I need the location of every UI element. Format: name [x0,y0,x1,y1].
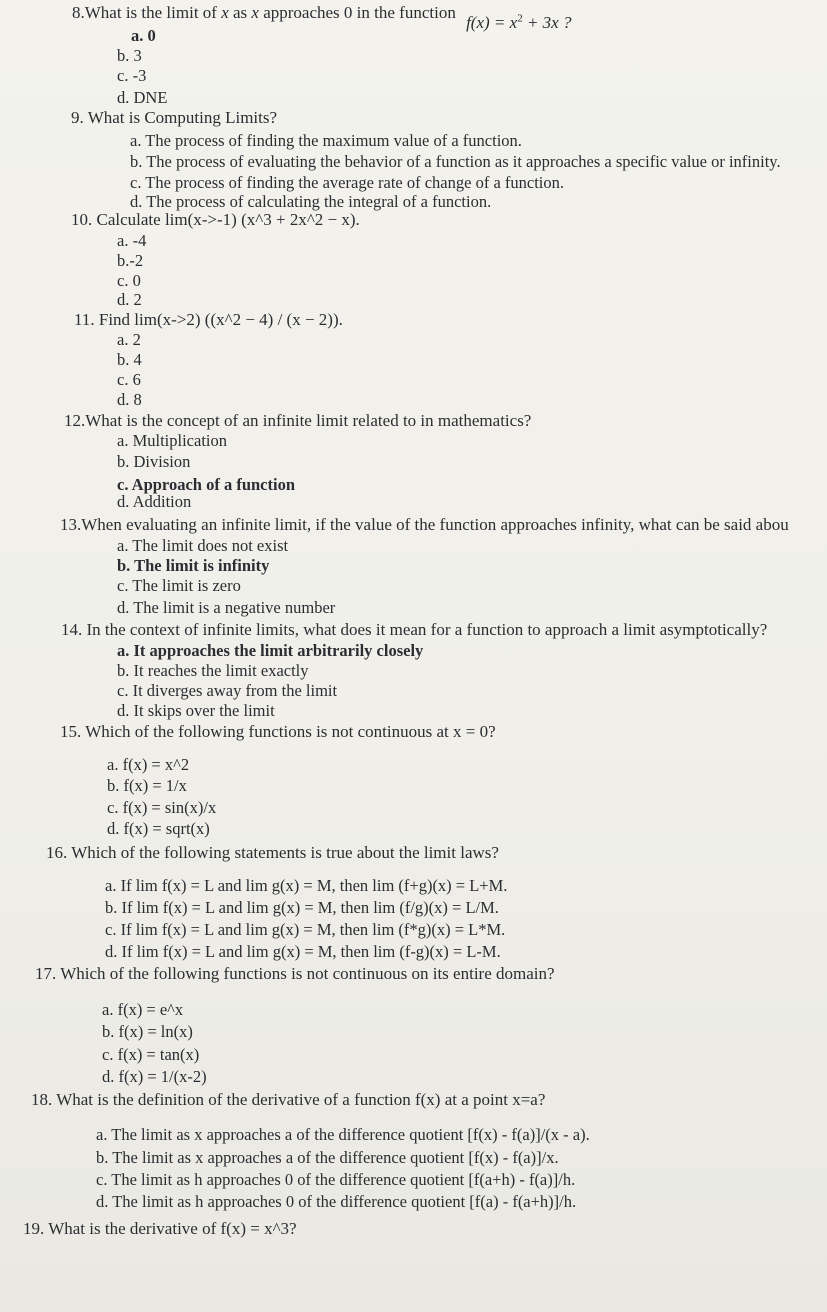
q11-option-b: b. 4 [117,350,142,369]
q16-option-c: c. If lim f(x) = L and lim g(x) = M, then lim (f*g)(x) = L*M. [105,920,506,939]
question-16: 16. Which of the following statements is true about the limit laws? [46,843,499,862]
q13-option-c: c. The limit is zero [117,576,241,595]
q9-option-c: c. The process of finding the average rate of change of a function. [130,173,565,192]
q11-option-a: a. 2 [117,330,141,349]
q17-option-b: b. f(x) = ln(x) [102,1022,193,1041]
question-18: 18. What is the definition of the derivative of a function f(x) at a point x=a? [31,1090,546,1109]
q17-option-d: d. f(x) = 1/(x-2) [102,1067,207,1086]
q11-option-d: d. 8 [117,390,142,409]
q9-option-a: a. The process of finding the maximum value of a function. [130,131,522,150]
q12-option-c: c. Approach of a function [117,475,296,494]
q14-option-b: b. It reaches the limit exactly [117,661,309,680]
question-14: 14. In the context of infinite limits, what does it mean for a function to approach a limit asymptotically? [61,620,768,639]
q13-option-a: a. The limit does not exist [117,536,289,555]
question-19: 19. What is the derivative of f(x) = x^3? [23,1219,297,1238]
q15-option-b: b. f(x) = 1/x [107,776,187,795]
q17-option-c: c. f(x) = tan(x) [102,1045,200,1064]
question-15: 15. Which of the following functions is not continuous at x = 0? [60,722,496,741]
question-12: 12.What is the concept of an infinite limit related to in mathematics? [64,411,532,430]
question-9: 9. What is Computing Limits? [71,108,278,127]
q10-option-b: b.-2 [117,251,144,270]
q9-option-b: b. The process of evaluating the behavior of a function as it approaches a specific value or infinity. [130,152,781,171]
q10-option-a: a. -4 [117,231,147,250]
q14-option-d: d. It skips over the limit [117,701,275,720]
q11-option-c: c. 6 [117,370,141,389]
q12-option-a: a. Multiplication [117,431,227,450]
q8-option-d: d. DNE [117,88,168,107]
q10-option-d: d. 2 [117,290,142,309]
q13-option-b: b. The limit is infinity [117,556,270,575]
q12-option-d: d. Addition [117,492,192,511]
question-17: 17. Which of the following functions is not continuous on its entire domain? [35,964,555,983]
q18-option-b: b. The limit as x approaches a of the difference quotient [f(x) - f(a)]/x. [96,1148,559,1167]
q8-option-c: c. -3 [117,66,147,85]
question-11: 11. Find lim(x->2) ((x^2 − 4) / (x − 2)). [74,310,343,329]
q15-option-c: c. f(x) = sin(x)/x [107,798,217,817]
q8-option-a: a. 0 [131,26,156,45]
q8-option-b: b. 3 [117,46,142,65]
q14-option-c: c. It diverges away from the limit [117,681,338,700]
question-8: 8.What is the limit of x as x approaches 0 in the function $f(x) = x^2 + 3x$ ? [72,3,572,32]
q15-option-d: d. f(x) = sqrt(x) [107,819,210,838]
q18-option-a: a. The limit as x approaches a of the difference quotient [f(x) - f(a)]/(x - a). [96,1125,590,1144]
question-10: 10. Calculate lim(x->-1) (x^3 + 2x^2 − x). [71,210,360,229]
question-13: 13.When evaluating an infinite limit, if the value of the function approaches infinity, what can be said abou [60,515,789,534]
q14-option-a: a. It approaches the limit arbitrarily closely [117,641,424,660]
q18-option-c: c. The limit as h approaches 0 of the difference quotient [f(a+h) - f(a)]/h. [96,1170,576,1189]
q16-option-b: b. If lim f(x) = L and lim g(x) = M, then lim (f/g)(x) = L/M. [105,898,499,917]
q16-option-d: d. If lim f(x) = L and lim g(x) = M, then lim (f-g)(x) = L-M. [105,942,501,961]
q13-option-d: d. The limit is a negative number [117,598,336,617]
q17-option-a: a. f(x) = e^x [102,1000,184,1019]
q9-option-d: d. The process of calculating the integral of a function. [130,192,492,211]
q18-option-d: d. The limit as h approaches 0 of the difference quotient [f(a) - f(a+h)]/h. [96,1192,577,1211]
q16-option-a: a. If lim f(x) = L and lim g(x) = M, then lim (f+g)(x) = L+M. [105,876,508,895]
q12-option-b: b. Division [117,452,191,471]
q10-option-c: c. 0 [117,271,141,290]
q15-option-a: a. f(x) = x^2 [107,755,190,774]
